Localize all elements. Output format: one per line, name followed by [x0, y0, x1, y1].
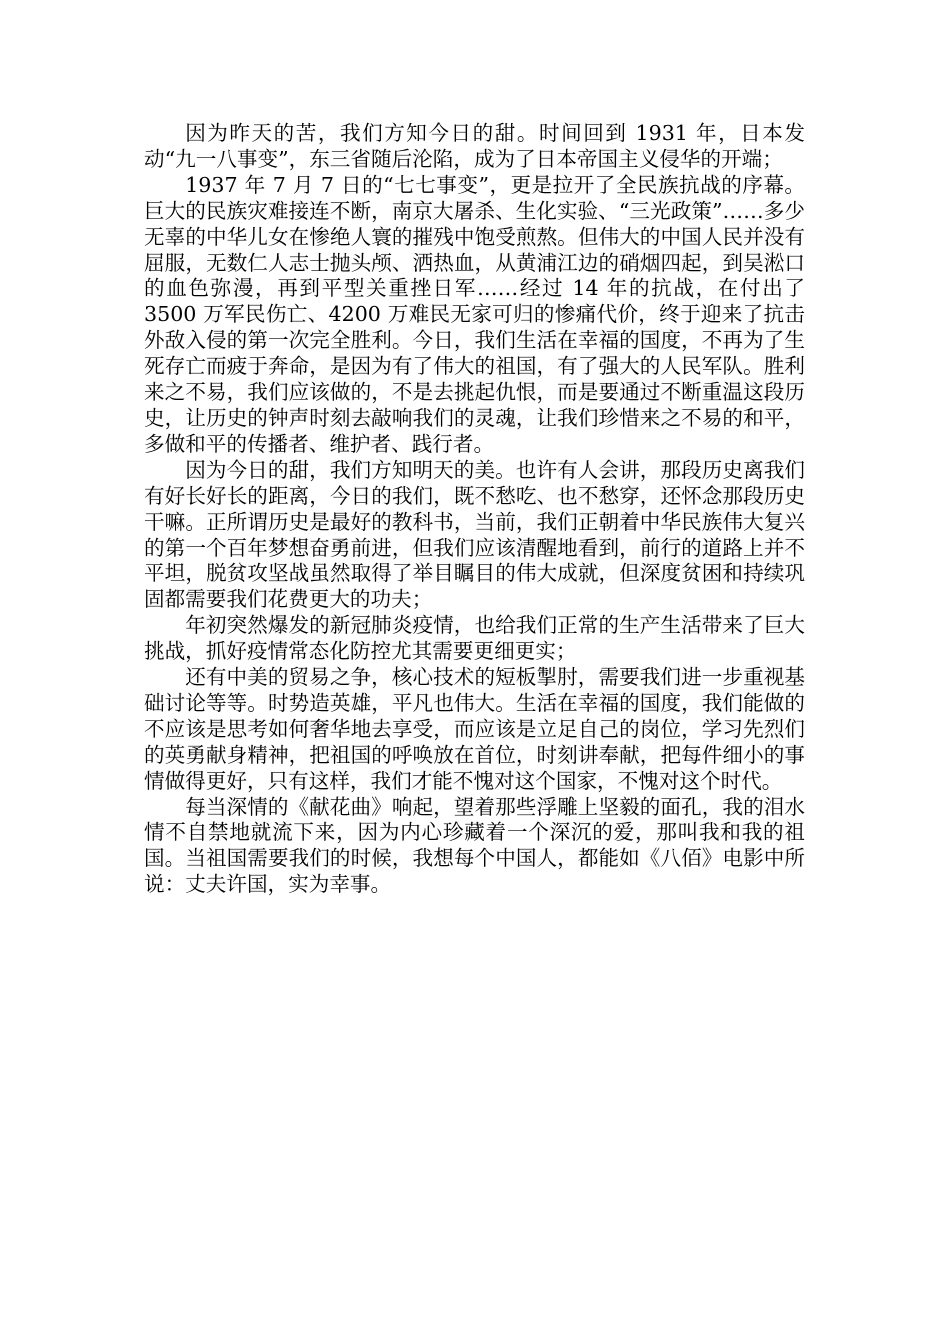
paragraph-1: 因为昨天的苦，我们方知今日的甜。时间回到 1931 年，日本发动“九一八事变”，东三省随后沦陷，成为了日本帝国主义侵华的开端；	[144, 121, 805, 171]
paragraph-4: 年初突然爆发的新冠肺炎疫情，也给我们正常的生产生活带来了巨大挑战，抓好疫情常态化防控尤其需要更细更实；	[144, 613, 805, 664]
paragraph-2: 1937 年 7 月 7 日的“七七事变”，更是拉开了全民族抗战的序幕。巨大的民族灾难接连不断，南京大屠杀、生化实验、“三光政策”……多少无辜的中华儿女在惨绝人寰的摧残中饱受煎熬。但伟大的中国人民并没有屈服，无数仁人志士抛头颅、洒热血，从黄浦江边的硝烟四起，到吴淞口的血色弥漫，再到平型关重挫日军……经过 14 年的抗战，在付出了 3500 万军民伤亡、4200 万难民无家可归的惨痛代价，终于迎来了抗击外敌入侵的第一次完全胜利。今日，我们生活在幸福的国度，不再为了生死存亡而疲于奔命，是因为有了伟大的祖国，有了强大的人民军队。胜利来之不易，我们应该做的，不是去挑起仇恨，而是要通过不断重温这段历史，让历史的钟声时刻去敲响我们的灵魂，让我们珍惜来之不易的和平，多做和平的传播者、维护者、践行者。	[144, 172, 805, 456]
paragraph-6: 每当深情的《献花曲》响起，望着那些浮雕上坚毅的面孔，我的泪水情不自禁地就流下来，因为内心珍藏着一个深沉的爱，那叫我和我的祖国。当祖国需要我们的时候，我想每个中国人，都能如《八佰》电影中所说：丈夫许国，实为幸事。	[144, 794, 805, 897]
essay-body	[144, 121, 805, 898]
paragraph-3: 因为今日的甜，我们方知明天的美。也许有人会讲，那段历史离我们有好长好长的距离，今日的我们，既不愁吃、也不愁穿，还怀念那段历史干嘛。正所谓历史是最好的教科书，当前，我们正朝着中华民族伟大复兴的第一个百年梦想奋勇前进，但我们应该清醒地看到，前行的道路上并不平坦，脱贫攻坚战虽然取得了举目瞩目的伟大成就，但深度贫困和持续巩固都需要我们花费更大的功夫；	[144, 457, 805, 612]
paragraph-5: 还有中美的贸易之争，核心技术的短板掣肘，需要我们进一步重视基础讨论等等。时势造英雄，平凡也伟大。生活在幸福的国度，我们能做的不应该是思考如何奢华地去享受，而应该是立足自己的岗位，学习先烈们的英勇献身精神，把祖国的呼唤放在首位，时刻讲奉献，把每件细小的事情做得更好，只有这样，我们才能不愧对这个国家，不愧对这个时代。	[144, 665, 805, 793]
